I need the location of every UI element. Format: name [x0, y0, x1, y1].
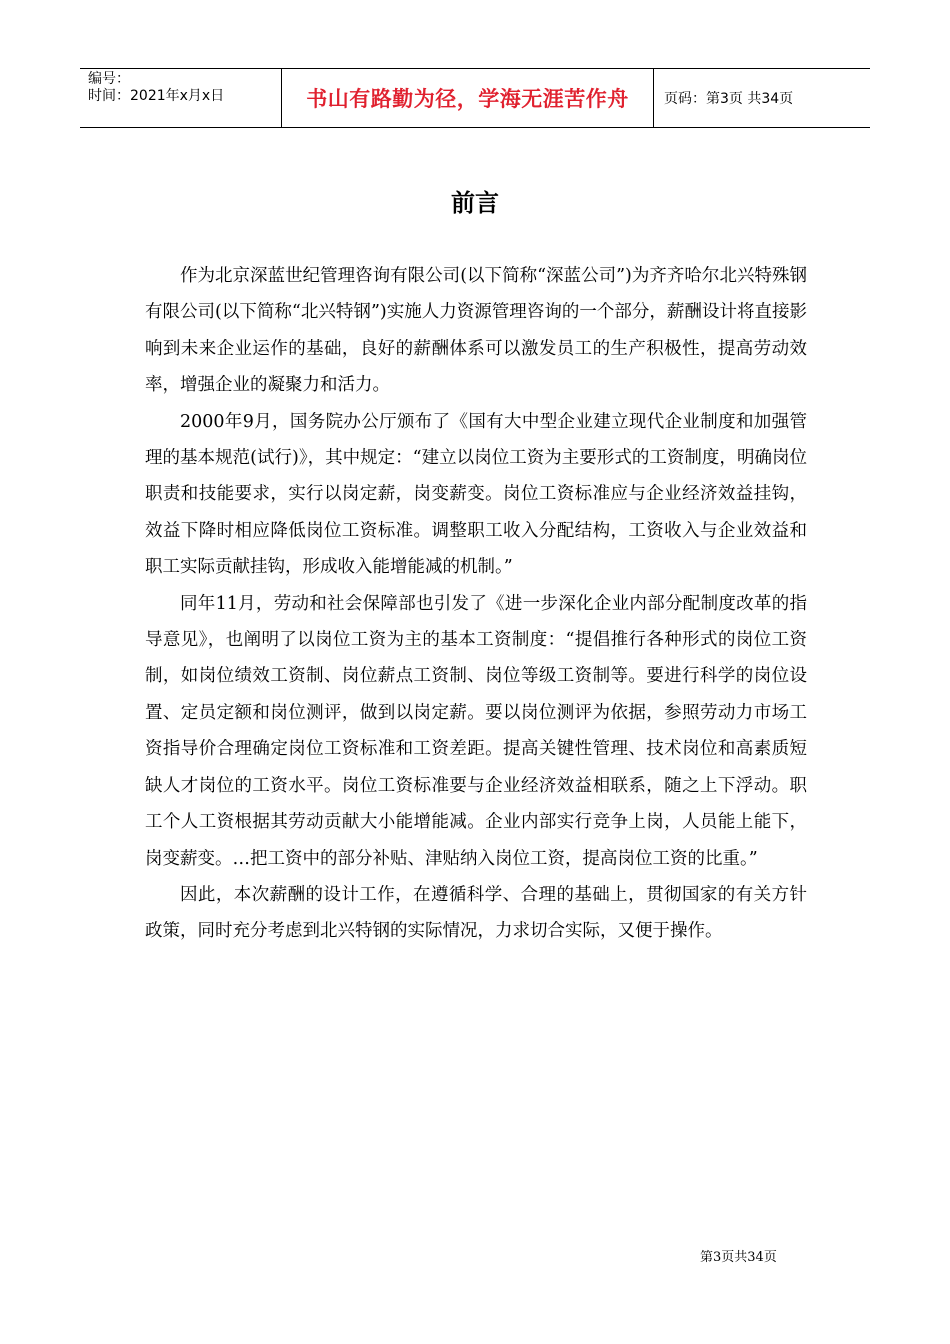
paragraph: 2000年9月，国务院办公厅颁布了《国有大中型企业建立现代企业制度和加强管理的基本规范(试行)》，其中规定：“建立以岗位工资为主要形式的工资制度，明确岗位职责和技能要求，实行以岗定薪，岗变薪变。岗位工资标准应与企业经济效益挂钩，效益下降时相应降低岗位工资标准。调整职工收入分配结构，工资收入与企业效益和职工实际贡献挂钩，形成收入能增能减的机制。”	[145, 411, 807, 578]
document-number-label: 编号：	[88, 71, 130, 87]
page-footer-number: 第3页共34页	[700, 1250, 777, 1265]
paragraph: 因此，本次薪酬的设计工作，在遵循科学、合理的基础上，贯彻国家的有关方针政策，同时充分考虑到北兴特钢的实际情况，力求切合实际，又便于操作。	[145, 884, 807, 942]
document-body	[145, 258, 807, 950]
header-motto: 书山有路勤为径，学海无涯苦作舟	[282, 69, 654, 127]
document-date: 时间：2021年x月x日	[88, 88, 225, 104]
page-title: 前言	[451, 189, 499, 217]
header-meta-cell	[80, 69, 282, 127]
paragraph: 同年11月，劳动和社会保障部也引发了《进一步深化企业内部分配制度改革的指导意见》，也阐明了以岗位工资为主的基本工资制度：“提倡推行各种形式的岗位工资制，如岗位绩效工资制、岗位薪点工资制、岗位等级工资制等。要进行科学的岗位设置、定员定额和岗位测评，做到以岗定薪。要以岗位测评为依据，参照劳动力市场工资指导价合理确定岗位工资标准和工资差距。提高关键性管理、技术岗位和高素质短缺人才岗位的工资水平。岗位工资标准要与企业经济效益相联系，随之上下浮动。职工个人工资根据其劳动贡献大小能增能减。企业内部实行竞争上岗，人员能上能下，岗变薪变。…把工资中的部分补贴、津贴纳入岗位工资，提高岗位工资的比重。”	[145, 593, 807, 869]
paragraph: 作为北京深蓝世纪管理咨询有限公司(以下简称“深蓝公司”)为齐齐哈尔北兴特殊钢有限公司(以下简称“北兴特钢”)实施人力资源管理咨询的一个部分，薪酬设计将直接影响到未来企业运作的基础，良好的薪酬体系可以激发员工的生产积极性，提高劳动效率，增强企业的凝聚力和活力。	[145, 266, 807, 396]
header-page-info: 页码：第3页 共34页	[664, 91, 794, 107]
page-header	[80, 68, 870, 128]
